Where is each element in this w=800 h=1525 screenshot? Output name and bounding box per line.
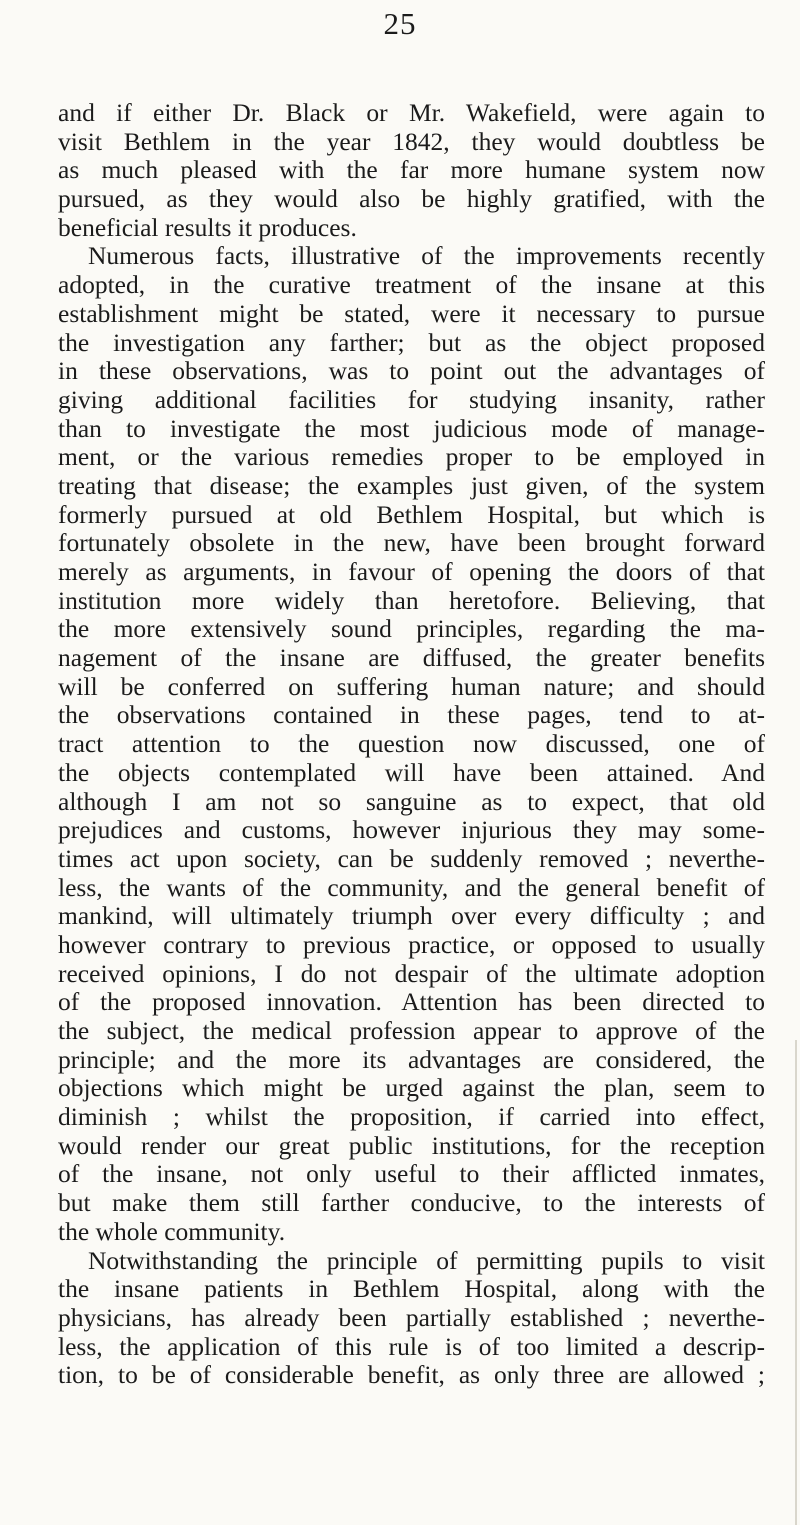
text-line: prejudices and customs, however injurious they may some-: [58, 815, 765, 845]
text-line: visit Bethlem in the year 1842, they would doubtless be: [58, 126, 765, 156]
body-text: [58, 99, 765, 1390]
text-line: establishment might be stated, were it necessary to pursue: [58, 298, 765, 328]
text-line: of the insane, not only useful to their afflicted inmates,: [58, 1159, 765, 1189]
text-line: institution more widely than heretofore. Believing, that: [58, 585, 765, 615]
text-line: tract attention to the question now discussed, one of: [58, 729, 765, 759]
text-line: objections which might be urged against the plan, seem to: [58, 1073, 765, 1103]
text-line: mankind, will ultimately triumph over every difficulty ; and: [58, 901, 765, 931]
text-line: less, the wants of the community, and the general benefit of: [58, 872, 765, 902]
text-line: the whole community.: [58, 1216, 286, 1246]
text-line: the objects contemplated will have been attained. And: [58, 757, 765, 787]
text-line: beneficial results it produces.: [58, 212, 357, 242]
text-line: the subject, the medical profession appear to approve of the: [58, 1016, 765, 1045]
text-line: Numerous facts, illustrative of the improvements recently: [88, 241, 765, 271]
text-line: tion, to be of considerable benefit, as only three are allowed ;: [58, 1360, 765, 1390]
text-line: times act upon society, can be suddenly removed ; neverthe-: [58, 843, 765, 873]
text-line: would render our great public institutions, for the reception: [58, 1130, 765, 1160]
text-line: diminish ; whilst the proposition, if carried into effect,: [58, 1102, 765, 1132]
text-line: than to investigate the most judicious mode of manage-: [58, 413, 765, 443]
text-line: merely as arguments, in favour of opening the doors of that: [58, 557, 765, 586]
page-number: 25: [383, 6, 417, 41]
text-line: and if either Dr. Black or Mr. Wakefield, were again to: [58, 98, 765, 127]
text-line: will be conferred on suffering human nature; and should: [58, 671, 765, 701]
text-line: although I am not so sanguine as to expect, that old: [58, 786, 765, 816]
text-line: treating that disease; the examples just given, of the system: [58, 470, 765, 500]
text-line: giving additional facilities for studying insanity, rather: [58, 384, 765, 414]
text-line: less, the application of this rule is of too limited a descrip-: [58, 1331, 765, 1361]
text-line: pursued, as they would also be highly gratified, with the: [58, 184, 765, 214]
text-line: the insane patients in Bethlem Hospital, along with the: [58, 1274, 765, 1304]
text-line: adopted, in the curative treatment of the insane at this: [58, 270, 765, 300]
text-line: Notwithstanding the principle of permitting pupils to visit: [88, 1245, 765, 1275]
text-line: ment, or the various remedies proper to be employed in: [58, 442, 765, 472]
text-line: however contrary to previous practice, or opposed to usually: [58, 929, 765, 959]
text-line: principle; and the more its advantages are considered, the: [58, 1044, 765, 1074]
text-line: the observations contained in these pages, tend to at-: [58, 700, 765, 730]
text-line: formerly pursued at old Bethlem Hospital, but which is: [58, 499, 765, 529]
text-line: but make them still farther conducive, to the interests of: [58, 1188, 765, 1218]
text-line: as much pleased with the far more humane system now: [58, 155, 765, 185]
text-line: of the proposed innovation. Attention has been directed to: [58, 987, 765, 1017]
text-line: physicians, has already been partially established ; neverthe-: [58, 1302, 765, 1332]
text-line: the investigation any farther; but as the object proposed: [58, 327, 765, 357]
text-line: the more extensively sound principles, regarding the ma-: [58, 614, 765, 644]
text-line: nagement of the insane are diffused, the greater benefits: [58, 643, 765, 673]
text-line: in these observations, was to point out the advantages of: [58, 356, 765, 386]
text-line: received opinions, I do not despair of the ultimate adoption: [58, 958, 765, 988]
page-edge-mark: [795, 1040, 797, 1525]
text-line: fortunately obsolete in the new, have been brought forward: [58, 528, 765, 558]
